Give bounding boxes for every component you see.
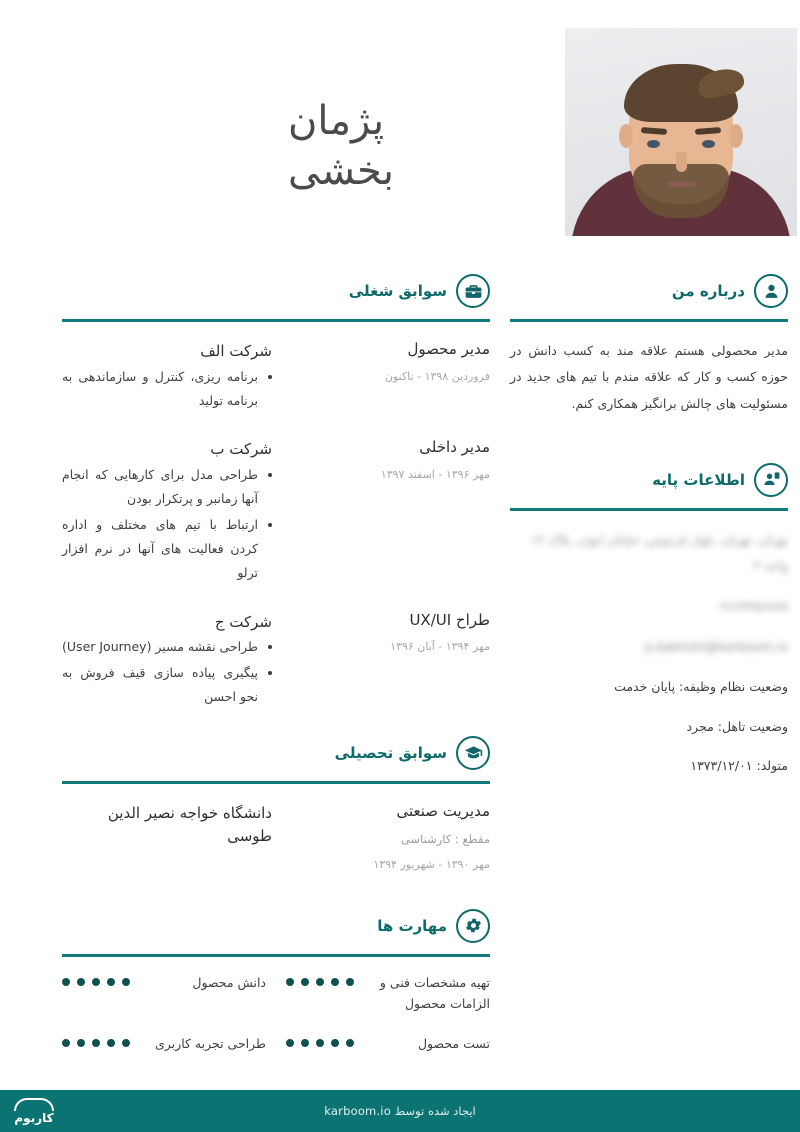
education-field: مدیریت صنعتی (396, 802, 490, 821)
job-date: مهر ۱۳۹۶ - اسفند ۱۳۹۷ (380, 467, 490, 481)
user-icon (754, 274, 788, 308)
job-company: شرکت ب (210, 440, 272, 459)
skill-name: دانش محصول (192, 974, 266, 990)
skills-title: مهارت ها (377, 916, 447, 935)
education-institution: دانشگاه خواجه نصیر الدین طوسی (107, 804, 272, 845)
logo-word: کاربوم (14, 1111, 54, 1125)
job-bullets (62, 365, 272, 414)
first-name: پژمان (288, 98, 385, 144)
birth-date: متولد: ۱۳۷۳/۱۲/۰۱ (690, 758, 788, 774)
education-degree: مقطع : کارشناسی (400, 831, 490, 846)
section-about (510, 272, 788, 417)
experience-entry (62, 609, 490, 711)
job-bullet: طراحی نقشه مسیر (User Journey) (62, 635, 272, 659)
skills-rule (62, 954, 490, 957)
skill-name: تست محصول (417, 1036, 490, 1052)
skill-item (62, 1034, 266, 1055)
job-bullet: پیگیری پیاده سازی قیف فروش به نحو احسن (62, 661, 272, 710)
skills-heading (62, 907, 490, 945)
education-title: سوابق تحصیلی (334, 744, 447, 763)
job-bullets (62, 463, 272, 586)
about-heading (510, 272, 788, 310)
job-bullet: طراحی مدل برای کارهایی که انجام آنها زمانبر و پرتکرار بودن (62, 463, 272, 512)
section-basic-info (510, 461, 788, 778)
marital-status: وضعیت تاهل: مجرد (686, 718, 788, 734)
skill-item (62, 973, 266, 1014)
last-name: بخشی (288, 148, 394, 194)
experience-entry (62, 436, 490, 586)
education-entry (62, 800, 490, 875)
main-column (62, 272, 490, 1063)
portrait-illustration (565, 28, 797, 236)
military-status: وضعیت نظام وظیفه: پایان خدمت (614, 678, 788, 694)
job-date: مهر ۱۳۹۴ - آبان ۱۳۹۶ (390, 640, 490, 654)
skills-list (62, 973, 490, 1055)
skill-name: تهیه مشخصات فنی و الزامات محصول (379, 974, 490, 1011)
about-title: درباره من (671, 282, 745, 300)
job-role: طراح UX/UI (409, 610, 490, 629)
side-column (510, 272, 788, 794)
section-skills (62, 907, 490, 1055)
gear-icon (456, 909, 490, 943)
skill-rating (62, 1034, 130, 1047)
job-bullet: برنامه ریزی، کنترل و سازماندهی به برنامه تولید (62, 365, 272, 414)
footer-credit: ایجاد شده توسط karboom.io (324, 1104, 476, 1118)
job-bullet: ارتباط با تیم های مختلف و اداره کردن فعالیت های آنها در نرم افزار ترلو (62, 513, 272, 586)
candidate-name (288, 96, 478, 196)
logo-arc-icon (14, 1098, 54, 1111)
karboom-logo (14, 1098, 54, 1124)
skill-item (286, 973, 490, 1014)
contact-phone-redacted: ۰۹۱۲۳۴۵۶۷۸۹ (714, 599, 788, 615)
basic-info-heading (510, 461, 788, 499)
graduation-cap-icon (456, 736, 490, 770)
profile-photo (565, 28, 797, 236)
about-rule (510, 319, 788, 322)
education-rule (62, 781, 490, 784)
education-heading (62, 734, 490, 772)
basic-info-title: اطلاعات پایه (652, 470, 745, 489)
skill-rating (62, 973, 130, 986)
section-experience (62, 272, 490, 710)
basic-info-rule (510, 508, 788, 511)
experience-entry (62, 338, 490, 414)
job-date: فروردین ۱۳۹۸ - تاکنون (384, 369, 490, 383)
contact-email-redacted: p.bakhshi@karboom.io (644, 639, 788, 654)
page-footer (0, 1090, 800, 1132)
job-company: شرکت ج (214, 612, 272, 631)
skill-rating (286, 973, 354, 986)
experience-title: سوابق شغلی (348, 282, 447, 300)
experience-heading (62, 272, 490, 310)
job-role: مدیر محصول (407, 340, 490, 358)
skill-rating (286, 1034, 354, 1047)
resume-header (0, 0, 800, 262)
skill-item (286, 1034, 490, 1055)
user-card-icon (754, 463, 788, 497)
job-company: شرکت الف (200, 342, 272, 360)
about-text: مدیر محصولی هستم علاقه مند به کسب دانش در حوزه کسب و کار که علاقه مندم با تیم های جدید در مسئولیت های چالش برانگیز همکاری کنم. (510, 343, 788, 411)
experience-rule (62, 319, 490, 322)
contact-address-redacted: تهران، تهران، بلوار فردوس، خیابان ابوذر، پلاک ۱۲ واحد ۳ (530, 531, 788, 573)
job-bullets (62, 635, 272, 709)
skill-name: طراحی تجربه کاربری (155, 1036, 266, 1052)
education-date: مهر ۱۳۹۰ - شهریور ۱۳۹۴ (373, 858, 490, 872)
job-role: مدیر داخلی (419, 438, 490, 457)
section-education (62, 734, 490, 875)
briefcase-icon (456, 274, 490, 308)
